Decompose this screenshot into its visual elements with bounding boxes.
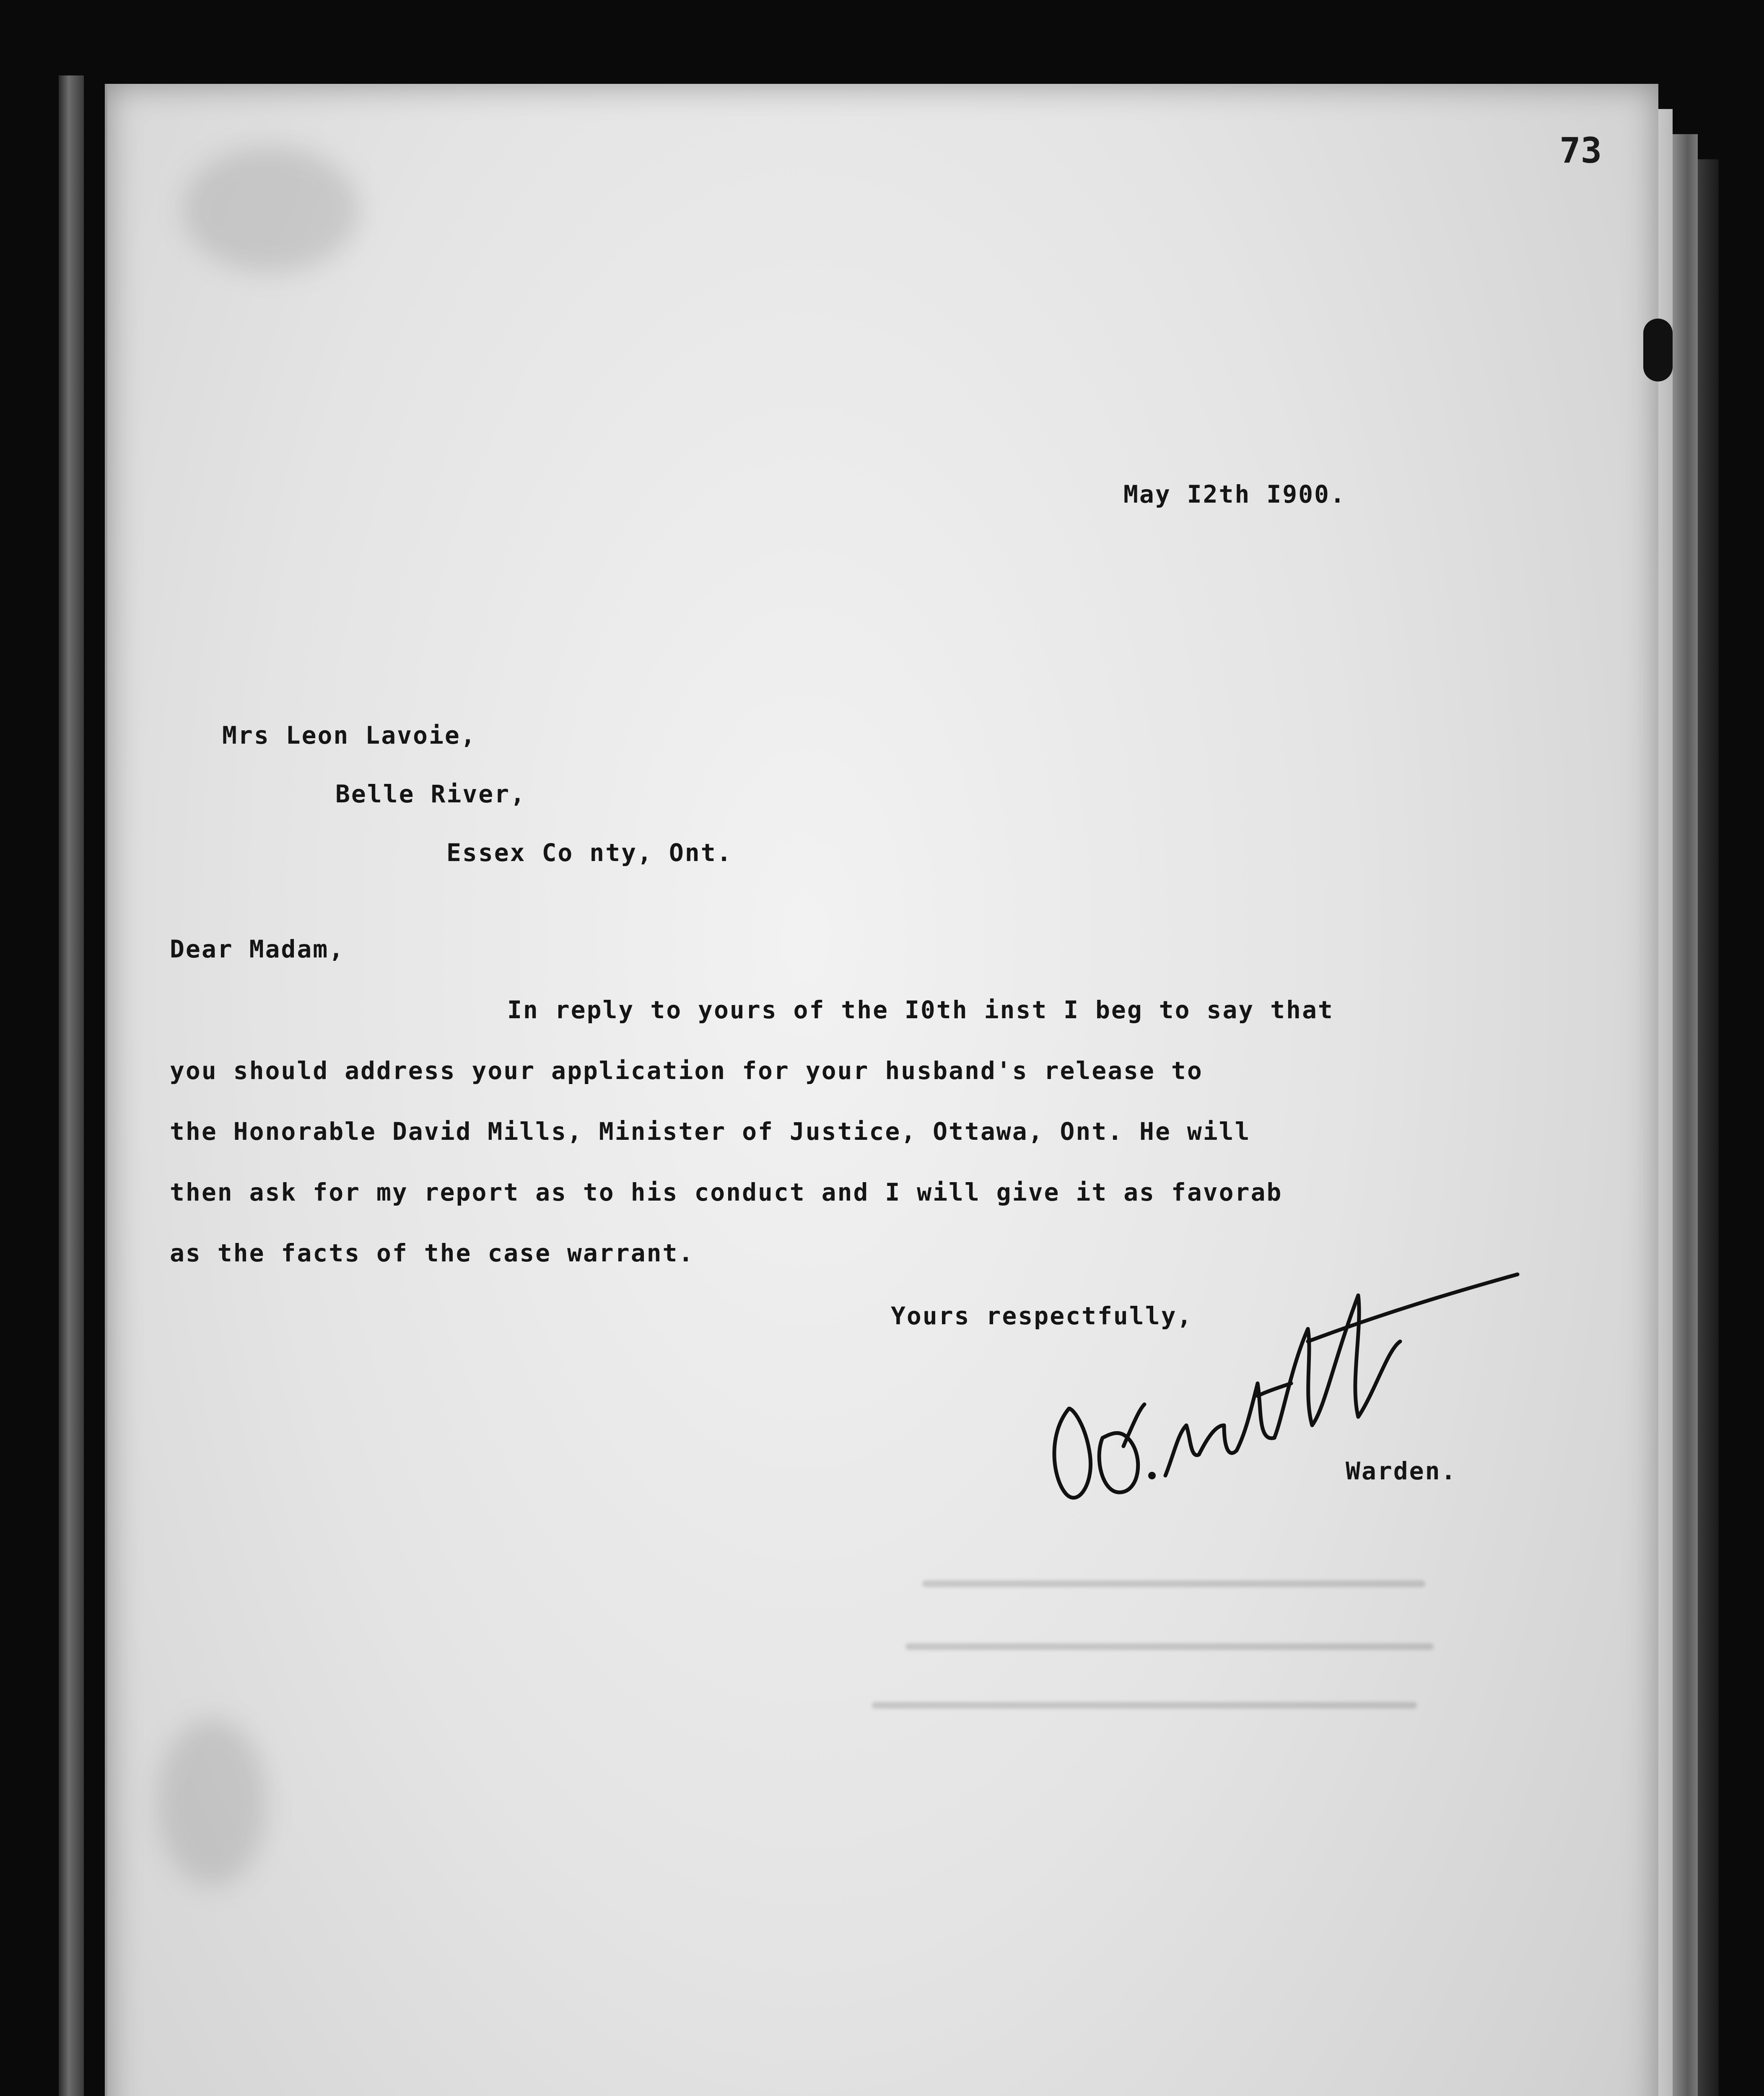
bleed-through-line [922, 1580, 1425, 1587]
body-line: you should address your application for your husband's release to [170, 1056, 1203, 1085]
recipient-name: Mrs Leon Lavoie, [222, 721, 477, 750]
signature-dot [1148, 1472, 1156, 1479]
signer-title: Warden. [1346, 1457, 1457, 1485]
smudge [158, 1719, 267, 1886]
bleed-through-line [872, 1702, 1417, 1709]
binding-strip [59, 75, 84, 2096]
smudge [183, 147, 359, 272]
body-line: the Honorable David Mills, Minister of Justice, Ottawa, Ont. He will [170, 1117, 1251, 1146]
body-line: then ask for my report as to his conduct and I will give it as favorab [170, 1178, 1283, 1206]
page-stack-edge [1698, 159, 1719, 2096]
page-number: 73 [1559, 130, 1602, 171]
salutation: Dear Madam, [170, 935, 345, 963]
closing: Yours respectfully, [891, 1302, 1193, 1330]
body-line: In reply to yours of the I0th inst I beg to say that [507, 996, 1334, 1024]
page-stack-edge [1673, 134, 1698, 2096]
body-line: as the facts of the case warrant. [170, 1239, 695, 1267]
binding-hole [1643, 319, 1673, 381]
letter-date: May I2th I900. [1123, 480, 1346, 508]
letter-page [105, 84, 1658, 2096]
recipient-town: Belle River, [335, 780, 527, 808]
bleed-through-line [905, 1643, 1434, 1650]
recipient-county: Essex Co nty, Ont. [446, 838, 733, 867]
